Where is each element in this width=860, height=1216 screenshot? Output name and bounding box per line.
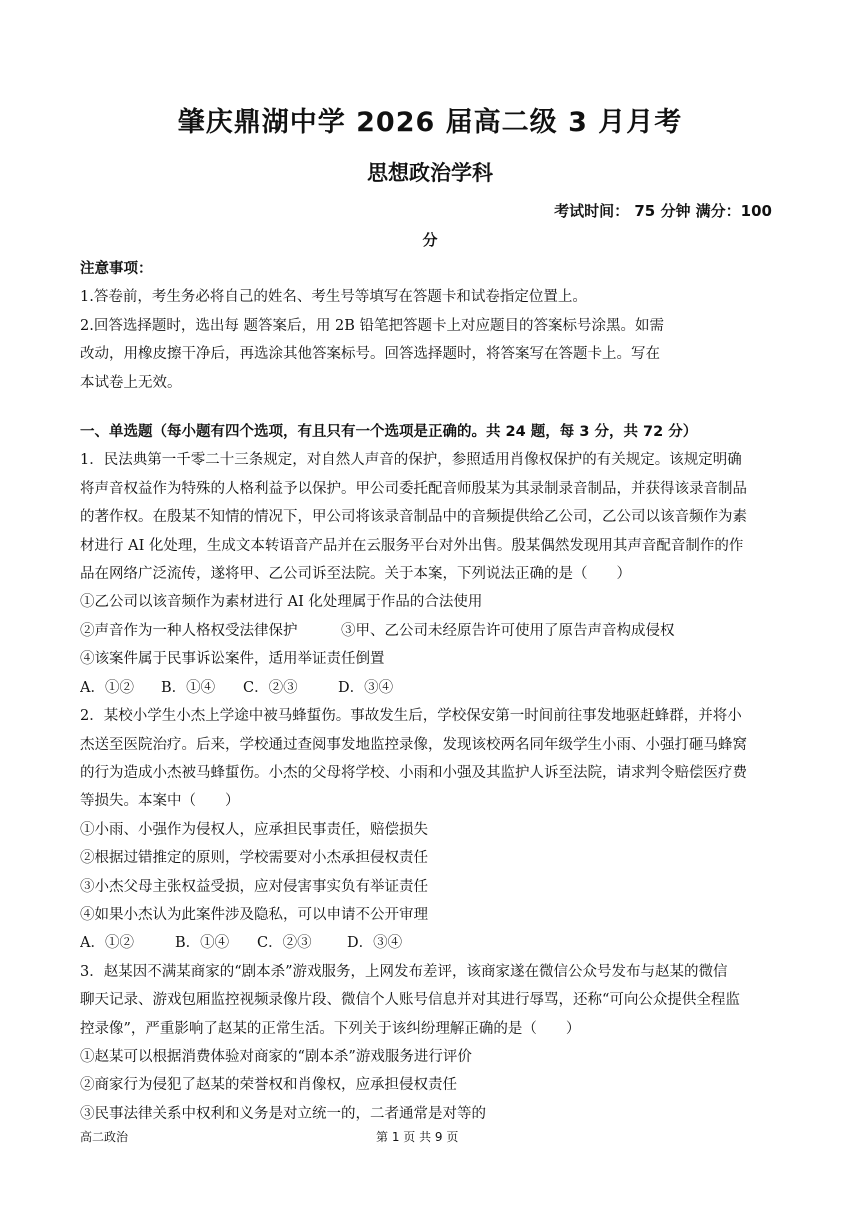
notice-item: 改动，用橡皮擦干净后，再选涂其他答案标号。回答选择题时，将答案写在答题卡上。写在 xyxy=(80,346,660,363)
question-line: 聊天记录、游戏包厢监控视频录像片段、微信个人账号信息并对其进行辱骂，还称“可向公众提供全程监 xyxy=(80,992,740,1009)
option-b: B．①④ xyxy=(175,935,230,952)
question-line: 3．赵某因不满某商家的“剧本杀”游戏服务，上网发布差评，该商家遂在微信公众号发布与赵某的微信 xyxy=(80,963,728,980)
question-line: 等损失。本案中（ ） xyxy=(80,793,240,810)
page-number: 第 1 页 共 9 页 xyxy=(376,1130,459,1144)
statement-line: ①赵某可以根据消费体验对商家的“剧本杀”游戏服务进行评价 xyxy=(80,1048,472,1065)
statement-line: ③民事法律关系中权利和义务是对立统一的，二者通常是对等的 xyxy=(80,1105,486,1122)
question-line: 材进行 AI 化处理，生成文本转语音产品并在云服务平台对外出售。殷某偶然发现用其声音配音制作的作 xyxy=(80,537,744,554)
question-line: 的著作权。在殷某不知情的情况下，甲公司将该录音制品中的音频提供给乙公司，乙公司以该音频作为素 xyxy=(80,509,747,526)
option-b: B．①④ xyxy=(161,679,216,696)
exam-body xyxy=(80,255,780,1128)
option-c: C．②③ xyxy=(257,935,312,952)
footer-subject: 高二政治 xyxy=(80,1130,129,1144)
question-line: 1．民法典第一千零二十三条规定，对自然人声音的保护，参照适用肖像权保护的有关规定。该规定明确 xyxy=(80,452,742,469)
exam-title: 肇庆鼎湖中学 2026 届高二级 3 月月考 xyxy=(177,107,683,138)
spacer xyxy=(80,397,780,418)
option-c: C．②③ xyxy=(243,679,298,696)
question-line: 杰送至医院治疗。后来，学校通过查阅事发地监控录像，发现该校两名同年级学生小雨、小强打砸马蜂窝 xyxy=(80,736,747,753)
question-line: 将声音权益作为特殊的人格利益予以保护。甲公司委托配音师殷某为其录制录音制品，并获得该录音制品 xyxy=(80,480,747,497)
statement-line: ①乙公司以该音频作为素材进行 AI 化处理属于作品的合法使用 xyxy=(80,594,483,611)
statement-line: ②商家行为侵犯了赵某的荣誉权和肖像权，应承担侵权责任 xyxy=(80,1077,457,1094)
option-d: D．③④ xyxy=(347,935,403,952)
statement-line: ③小杰父母主张权益受损，应对侵害事实负有举证责任 xyxy=(80,878,428,895)
notice-heading: 注意事项： xyxy=(80,261,153,277)
question-line: 品在网络广泛流传，遂将甲、乙公司诉至法院。关于本案，下列说法正确的是（ ） xyxy=(80,566,631,583)
exam-time-info-cont: 分 xyxy=(422,231,438,249)
notice-item: 2.回答选择题时，选出每 题答案后，用 2B 铅笔把答题卡上对应题目的答案标号涂黑。如需 xyxy=(80,317,665,334)
statement-line: ④如果小杰认为此案件涉及隐私，可以申请不公开审理 xyxy=(80,906,428,923)
statement-line: ②根据过错推定的原则，学校需要对小杰承担侵权责任 xyxy=(80,850,428,867)
option-a: A．①② xyxy=(80,679,134,696)
statement-line: ①小雨、小强作为侵权人，应承担民事责任，赔偿损失 xyxy=(80,821,428,838)
subject-title: 思想政治学科 xyxy=(367,161,493,185)
question-line: 的行为造成小杰被马蜂蜇伤。小杰的父母将学校、小雨和小强及其监护人诉至法院，请求判令赔偿医疗费 xyxy=(80,764,747,781)
answer-options xyxy=(80,674,780,702)
statement-line: ②声音作为一种人格权受法律保护 ③甲、乙公司未经原告许可使用了原告声音构成侵权 xyxy=(80,622,675,639)
notice-item: 1.答卷前，考生务必将自己的姓名、考生号等填写在答题卡和试卷指定位置上。 xyxy=(80,289,587,306)
question-line: 控录像”，严重影响了赵某的正常生活。下列关于该纠纷理解正确的是（ ） xyxy=(80,1020,581,1037)
question-line: 2．某校小学生小杰上学途中被马蜂蜇伤。事故发生后，学校保安第一时间前往事发地驱赶蜂群，并将小 xyxy=(80,708,742,725)
exam-time-info: 考试时间： 75 分钟 满分：100 xyxy=(554,202,772,220)
statement-line: ④该案件属于民事诉讼案件，适用举证责任倒置 xyxy=(80,651,385,668)
option-d: D．③④ xyxy=(338,679,394,696)
notice-item: 本试卷上无效。 xyxy=(80,374,182,391)
option-a: A．①② xyxy=(80,935,134,952)
answer-options xyxy=(80,929,780,957)
section-heading: 一、单选题（每小题有四个选项，有且只有一个选项是正确的。共 24 题，每 3 分，共 72 分） xyxy=(80,424,698,441)
